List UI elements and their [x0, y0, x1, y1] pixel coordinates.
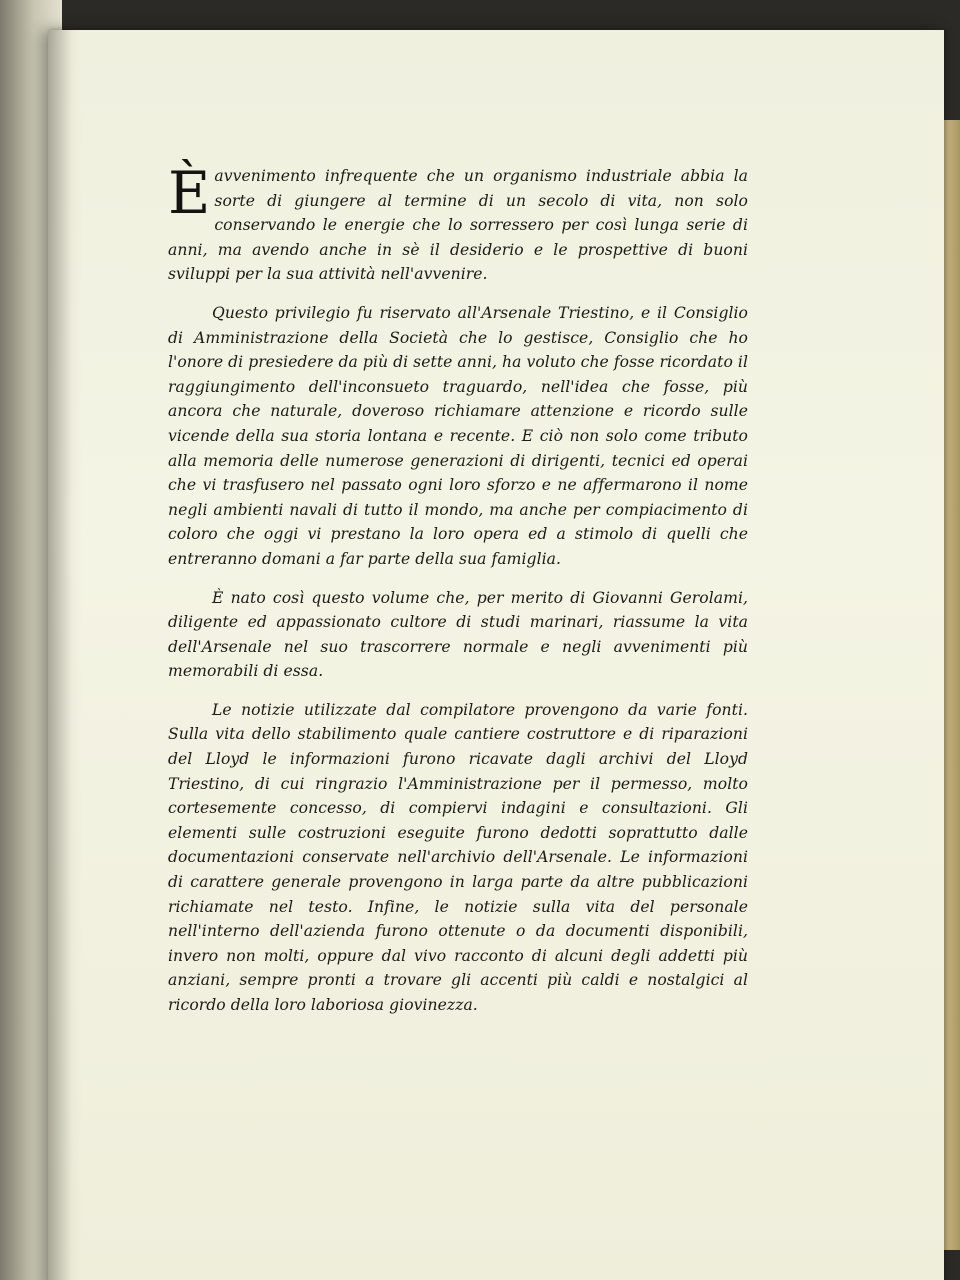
- page-gutter-shadow: [48, 30, 82, 1280]
- drop-cap: È: [168, 159, 211, 227]
- paragraph-1: [168, 159, 748, 287]
- paragraph-4: Le notizie utilizzate dal compilatore provengono da varie fonti. Sulla vita dello stabilimento quale cantiere costruttore e di riparazioni del Lloyd le informazioni furono ricavate dagli archivi del Lloyd Triestino, di cui ringrazio l'Amministrazione per il permesso, molto cortesemente concesso, di compiervi indagini e consultazioni. Gli elementi sulle costruzioni eseguite furono dedotti soprattutto dalle documentazioni conservate nell'archivio dell'Arsenale. Le informazioni di carattere generale provengono in larga parte da altre pubblicazioni richiamate nel testo. Infine, le notizie sulla vita del personale nell'interno dell'azienda furono ottenute o da documenti disponibili, invero non molti, oppure dal vivo racconto di alcuni degli addetti più anziani, sempre pronti a trovare gli accenti più caldi e nostalgici al ricordo della loro laboriosa giovinezza.: [168, 700, 748, 1014]
- paragraph-3: È nato così questo volume che, per merito di Giovanni Gerolami, diligente ed appassionato cultore di studi marinari, riassume la vita dell'Arsenale nel suo trascorrere normale e negli avvenimenti più memorabili di essa.: [168, 588, 748, 681]
- paragraph-2: Questo privilegio fu riservato all'Arsenale Triestino, e il Consiglio di Amministrazione della Società che lo gestisce, Consiglio che ho l'onore di presiedere da più di sette anni, ha voluto che fosse ricordato il raggiungimento dell'inconsueto traguardo, nell'idea che fosse, più ancora che naturale, doveroso richiamare attenzione e ricordo sulle vicende della sua storia lontana e recente. E ciò non solo come tributo alla memoria delle numerose generazioni di dirigenti, tecnici ed operai che vi trasfusero nel passato ogni loro sforzo e ne affermarono il nome negli ambienti navali di tutto il mondo, ma anche per compiacimento di coloro che oggi vi prestano la loro opera ed a stimolo di quelli che entreranno domani a far parte della sua famiglia.: [168, 303, 748, 568]
- page-body-text: [168, 159, 748, 1032]
- paragraph-1-text: avvenimento infrequente che un organismo industriale abbia la sorte di giungere al termine di un secolo di vita, non solo conservando le energie che lo sorressero per così lunga serie di anni, ma avendo anche in sè il desiderio e le prospettive di buoni sviluppi per la sua attività nell'avvenire.: [168, 167, 748, 284]
